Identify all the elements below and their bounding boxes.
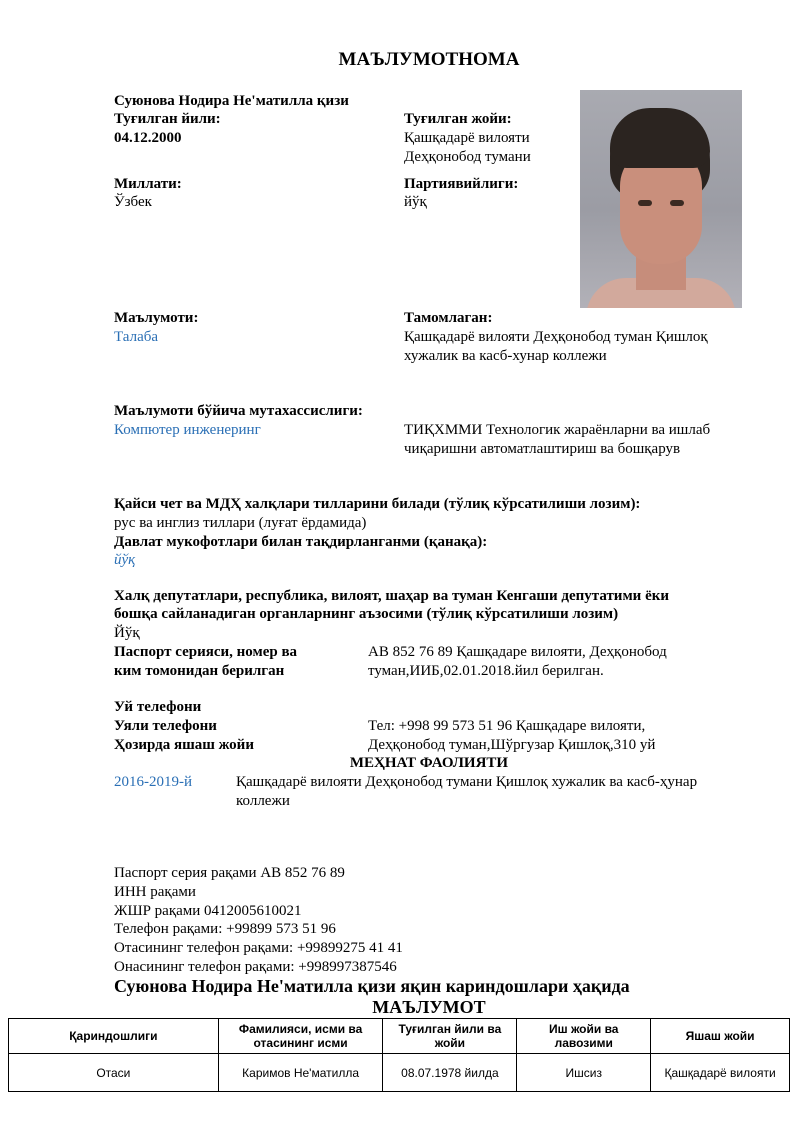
work-place-line2: коллежи	[236, 793, 290, 809]
work-heading: МЕҲНАТ ФАОЛИЯТИ	[349, 755, 509, 771]
specialty-value: Компютер инженеринг	[114, 422, 261, 438]
mobile-label: Уяли телефони	[114, 718, 217, 734]
birthplace-line2: Деҳқонобод тумани	[404, 149, 531, 165]
table-cell: Отаси	[9, 1054, 219, 1092]
birthplace-line1: Қашқадарё вилояти	[404, 130, 530, 146]
home-phone-label: Уй телефони	[114, 699, 202, 715]
passport-line2: туман,ИИБ,02.01.2018.йил берилган.	[368, 663, 604, 679]
relatives-heading: Суюнова Нодира Не'матилла қизи яқин кариндошлари ҳақида	[114, 976, 630, 996]
graduated-label: Тамомлаган:	[404, 310, 493, 326]
portrait-photo	[580, 90, 742, 308]
contact-line1: Тел: +998 99 573 51 96 Қашқадаре вилояти,	[368, 718, 646, 734]
table-cell: 08.07.1978 йилда	[383, 1054, 517, 1092]
education-value: Талаба	[114, 329, 159, 345]
column-header: Иш жойи ва лавозими	[517, 1019, 651, 1054]
column-header: Яшаш жойи	[651, 1019, 790, 1054]
column-header: Қариндошлиги	[9, 1019, 219, 1054]
mother-phone: Онасининг телефон рақами: +998997387546	[114, 959, 397, 975]
passport-series: Паспорт серия рақами АВ 852 76 89	[114, 865, 345, 881]
relatives-table	[8, 1018, 790, 1092]
specialty-label: Маълумоти бўйича мутахассислиги:	[114, 403, 363, 419]
table-cell: Каримов Не'матилла	[218, 1054, 383, 1092]
passport-label-line1: Паспорт серияси, номер ва	[114, 644, 298, 660]
column-header: Фамилияси, исми ва отасининг исми	[218, 1019, 383, 1054]
specialty-detail-line1: ТИҚХММИ Технологик жараёнларни ва ишлаб	[404, 422, 711, 438]
graduated-line1: Қашқадарё вилояти Деҳқонобод туман Қишлоқ	[404, 329, 708, 345]
inn-number: ИНН рақами	[114, 884, 196, 900]
deputy-label-line1: Халқ депутатлари, республика, вилоят, шаҳар ва туман Кенгаши депутатими ёки	[114, 588, 670, 604]
party-value: йўқ	[404, 194, 427, 210]
nationality-label: Миллати:	[114, 176, 182, 192]
column-header: Туғилган йили ва жойи	[383, 1019, 517, 1054]
nationality-value: Ўзбек	[114, 194, 152, 210]
graduated-line2: хужалик ва касб-хунар коллежи	[404, 348, 607, 364]
full-name: Суюнова Нодира Не'матилла қизи	[114, 93, 349, 109]
education-label: Маълумоти:	[114, 310, 199, 326]
contact-line2: Деҳқонобод туман,Шўргузар Қишлоқ,310 уй	[368, 737, 656, 753]
work-place-line1: Қашқадарё вилояти Деҳқонобод тумани Қишлоқ хужалик ва касб-ҳунар	[236, 774, 698, 790]
deputy-value: Йўқ	[114, 625, 140, 641]
party-label: Партиявийлиги:	[404, 176, 519, 192]
table-cell: Қашқадарё вилояти	[651, 1054, 790, 1092]
passport-line1: АВ 852 76 89 Қашқадаре вилояти, Деҳқонобод	[368, 644, 667, 660]
languages-value: рус ва инглиз тиллари (луғат ёрдамида)	[114, 515, 367, 531]
birth-date: 04.12.2000	[114, 130, 182, 146]
page-title: МАЪЛУМОТНОМА	[338, 49, 520, 70]
languages-label: Қайси чет ва МДҲ халқлари тилларини билади (тўлиқ кўрсатилиши лозим):	[114, 496, 641, 512]
father-phone: Отасининг телефон рақами: +99899275 41 41	[114, 940, 403, 956]
table-header-row	[9, 1019, 790, 1054]
residence-label: Ҳозирда яшаш жойи	[114, 737, 254, 753]
table-row	[9, 1054, 790, 1092]
table-cell: Ишсиз	[517, 1054, 651, 1092]
birth-year-label: Туғилган йили:	[114, 111, 221, 127]
awards-label: Давлат мукофотлари билан тақдирланганми (қанақа):	[114, 534, 488, 550]
birthplace-label: Туғилган жойи:	[404, 111, 512, 127]
phone-number: Телефон рақами: +99899 573 51 96	[114, 921, 336, 937]
passport-label-line2: ким томонидан берилган	[114, 663, 285, 679]
relatives-subheading: МАЪЛУМОТ	[372, 997, 486, 1017]
awards-value: йўқ	[114, 552, 136, 568]
jshr-number: ЖШР рақами 0412005610021	[114, 903, 302, 919]
work-period: 2016-2019-й	[114, 774, 193, 790]
deputy-label-line2: бошқа сайланадиган органларнинг аъзосими (тўлиқ кўрсатилиши лозим)	[114, 606, 619, 622]
specialty-detail-line2: чиқаришни автоматлаштириш ва бошқарув	[404, 441, 681, 457]
